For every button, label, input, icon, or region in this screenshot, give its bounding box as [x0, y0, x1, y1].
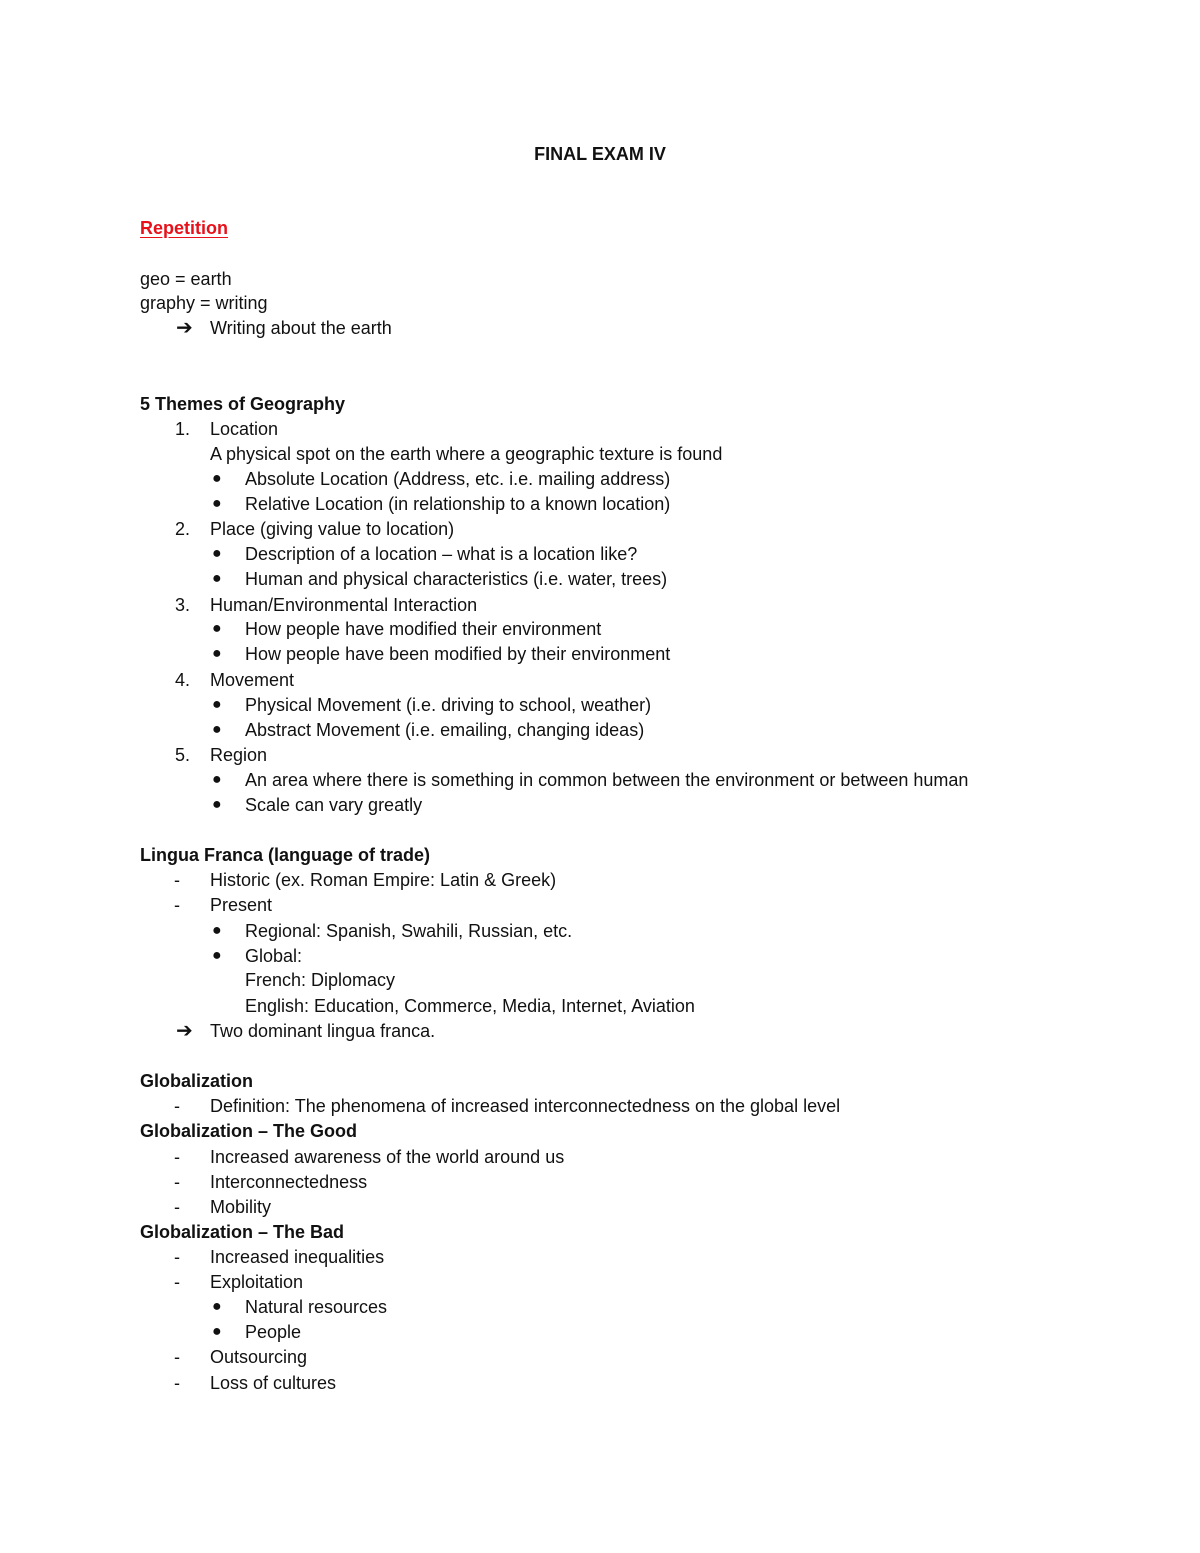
bullet-text: Scale can vary greatly — [245, 795, 423, 815]
bullet-text: People — [245, 1322, 302, 1342]
theme-label: Movement — [210, 670, 295, 690]
dash-marker: - — [174, 1347, 180, 1367]
dash-marker: - — [174, 895, 180, 915]
theme-label: Region — [210, 745, 268, 765]
bullet-icon: ● — [212, 947, 222, 964]
dash-marker: - — [174, 1373, 180, 1393]
dash-marker: - — [174, 1096, 180, 1116]
bullet-icon: ● — [212, 645, 222, 662]
lingua-franca-heading: Lingua Franca (language of trade) — [140, 845, 431, 865]
arrow-right-icon: ➔ — [176, 1020, 193, 1042]
dash-marker: - — [174, 1197, 180, 1217]
bullet-icon: ● — [212, 696, 222, 713]
bullet-icon: ● — [212, 721, 222, 738]
bullet-icon: ● — [212, 545, 222, 562]
bullet-text: Natural resources — [245, 1297, 388, 1317]
globalization-good-heading: Globalization – The Good — [140, 1121, 358, 1141]
theme-label: Location — [210, 419, 279, 439]
dash-text: Definition: The phenomena of increased interconnectedness on the global level — [210, 1096, 841, 1116]
bullet-text: How people have been modified by their environment — [245, 644, 671, 664]
dash-text: Increased inequalities — [210, 1247, 385, 1267]
themes-heading: 5 Themes of Geography — [140, 394, 346, 414]
repetition-heading: Repetition — [140, 218, 228, 238]
dash-text: Loss of cultures — [210, 1373, 337, 1393]
document-title: FINAL EXAM IV — [534, 144, 666, 164]
bullet-text: Human and physical characteristics (i.e. water, trees) — [245, 569, 668, 589]
bullet-icon: ● — [212, 620, 222, 637]
dash-marker: - — [174, 1247, 180, 1267]
bullet-text: Abstract Movement (i.e. emailing, changing ideas) — [245, 720, 645, 740]
bullet-text: Relative Location (in relationship to a known location) — [245, 494, 671, 514]
bullet-text: Global: — [245, 946, 303, 966]
list-number: 4. — [175, 670, 191, 690]
theme-label: Place (giving value to location) — [210, 519, 455, 539]
repetition-line-geo: geo = earth — [140, 269, 232, 289]
bullet-icon: ● — [212, 470, 222, 487]
list-number: 5. — [175, 745, 191, 765]
dash-text: Exploitation — [210, 1272, 304, 1292]
dash-marker: - — [174, 870, 180, 890]
bullet-text: Description of a location – what is a location like? — [245, 544, 638, 564]
repetition-line-graphy: graphy = writing — [140, 293, 268, 313]
bullet-text: An area where there is something in common between the environment or between human — [245, 770, 969, 790]
bullet-text: How people have modified their environment — [245, 619, 602, 639]
dash-marker: - — [174, 1272, 180, 1292]
bullet-icon: ● — [212, 1298, 222, 1315]
dash-marker: - — [174, 1172, 180, 1192]
dash-text: Increased awareness of the world around us — [210, 1147, 565, 1167]
dash-text: Interconnectedness — [210, 1172, 368, 1192]
bullet-icon: ● — [212, 495, 222, 512]
dash-text: Historic (ex. Roman Empire: Latin & Greek) — [210, 870, 557, 890]
bullet-icon: ● — [212, 1323, 222, 1340]
dash-text: Present — [210, 895, 273, 915]
list-number: 2. — [175, 519, 191, 539]
arrow-text: Two dominant lingua franca. — [210, 1021, 436, 1041]
bullet-text: Absolute Location (Address, etc. i.e. mailing address) — [245, 469, 671, 489]
theme-description: A physical spot on the earth where a geographic texture is found — [210, 444, 723, 464]
bullet-text: Regional: Spanish, Swahili, Russian, etc. — [245, 921, 573, 941]
list-number: 3. — [175, 595, 191, 615]
theme-label: Human/Environmental Interaction — [210, 595, 478, 615]
bullet-icon: ● — [212, 570, 222, 587]
lingua-english: English: Education, Commerce, Media, Internet, Aviation — [245, 996, 695, 1016]
dash-marker: - — [174, 1147, 180, 1167]
bullet-icon: ● — [212, 796, 222, 813]
globalization-bad-heading: Globalization – The Bad — [140, 1222, 345, 1242]
bullet-icon: ● — [212, 771, 222, 788]
arrow-right-icon: ➔ — [176, 317, 193, 339]
list-number: 1. — [175, 419, 191, 439]
repetition-arrow-text: Writing about the earth — [210, 318, 392, 338]
globalization-heading: Globalization — [140, 1071, 254, 1091]
bullet-icon: ● — [212, 922, 222, 939]
dash-text: Mobility — [210, 1197, 272, 1217]
dash-text: Outsourcing — [210, 1347, 308, 1367]
lingua-french: French: Diplomacy — [245, 970, 396, 990]
bullet-text: Physical Movement (i.e. driving to school, weather) — [245, 695, 652, 715]
